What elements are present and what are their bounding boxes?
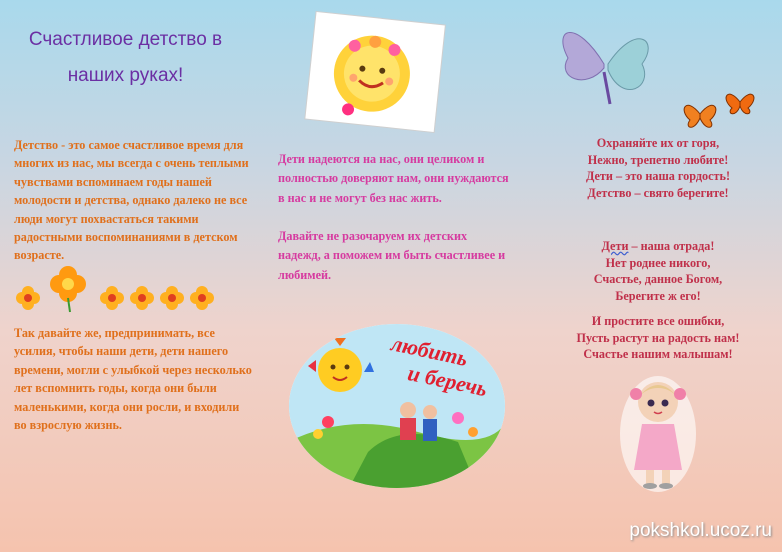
poem-line: Детство – свято берегите!: [587, 185, 729, 200]
poem-first-word: Дети: [601, 239, 629, 253]
butterfly-illustration: [556, 18, 656, 110]
doll-girl-illustration: [618, 372, 698, 494]
poem-line: Дети – это наша гордость!: [585, 169, 731, 184]
watermark-text: pokshkol.ucoz.ru: [629, 520, 772, 541]
poem-line: Счастье нашим малышам!: [583, 347, 733, 362]
poem-line: Нет роднее никого,: [605, 255, 711, 270]
poem-line: И простите все ошибки,: [591, 314, 725, 328]
flowers-row-illustration: [14, 268, 224, 310]
poem-line: Нежно, трепетно любите!: [587, 152, 729, 167]
middle-paragraph-1: Дети надеются на нас, они целиком и полностью доверяют нам, они нуждаются в нас и не могут без нас жить.: [278, 152, 509, 205]
poem-line: Охраняйте их от горя,: [596, 136, 720, 150]
title-line-2: наших руках!: [67, 65, 184, 86]
sun-card-illustration: [300, 12, 450, 134]
poem-line: Пусть растут на радость нам!: [576, 330, 740, 345]
big-flower-icon: [50, 266, 86, 312]
left-paragraph-2: Так давайте же, предпринимать, все усилия, чтобы наши дети, дети нашего времени, могли с улыбкой через несколько лет вспомнить годы, когда они были маленькими, когда они росли, и входили во взрослую жизнь.: [14, 326, 252, 433]
title-line-1: Счастливое детство в: [28, 29, 223, 50]
middle-paragraph-2: Давайте не разочаруем их детских надежд, а поможем им быть счастливее и любимей.: [278, 229, 506, 282]
poem-line: [548, 238, 768, 255]
left-paragraph-1: Детство - это самое счастливое время для многих из нас, мы всегда с очень теплыми чувствами вспоминаем годы нашей молодости и детства, однако далеко не все люди могут похвастаться такими радостными воспоминаниями в детском возрасте.: [14, 138, 249, 263]
flower-icon: [16, 286, 40, 310]
poem-first-rest: – наша отрада!: [628, 239, 715, 253]
flower-icon: [190, 286, 214, 310]
orange-butterflies-illustration: [680, 82, 762, 136]
poem-line: Берегите ж его!: [615, 288, 701, 303]
poem-stanza-1: [548, 135, 768, 201]
love-protect-illustration: [288, 322, 506, 490]
poem-stanza-3: [548, 313, 768, 363]
flower-icon: [100, 286, 124, 310]
love-caption-line-2: и беречь: [405, 360, 490, 402]
love-caption-line-1: любить: [389, 330, 471, 371]
flower-icon: [130, 286, 154, 310]
poem-line: Счастье, данное Богом,: [593, 272, 723, 287]
page-title: [18, 22, 233, 94]
flower-icon: [160, 286, 184, 310]
poem-stanza-2: [548, 238, 768, 304]
